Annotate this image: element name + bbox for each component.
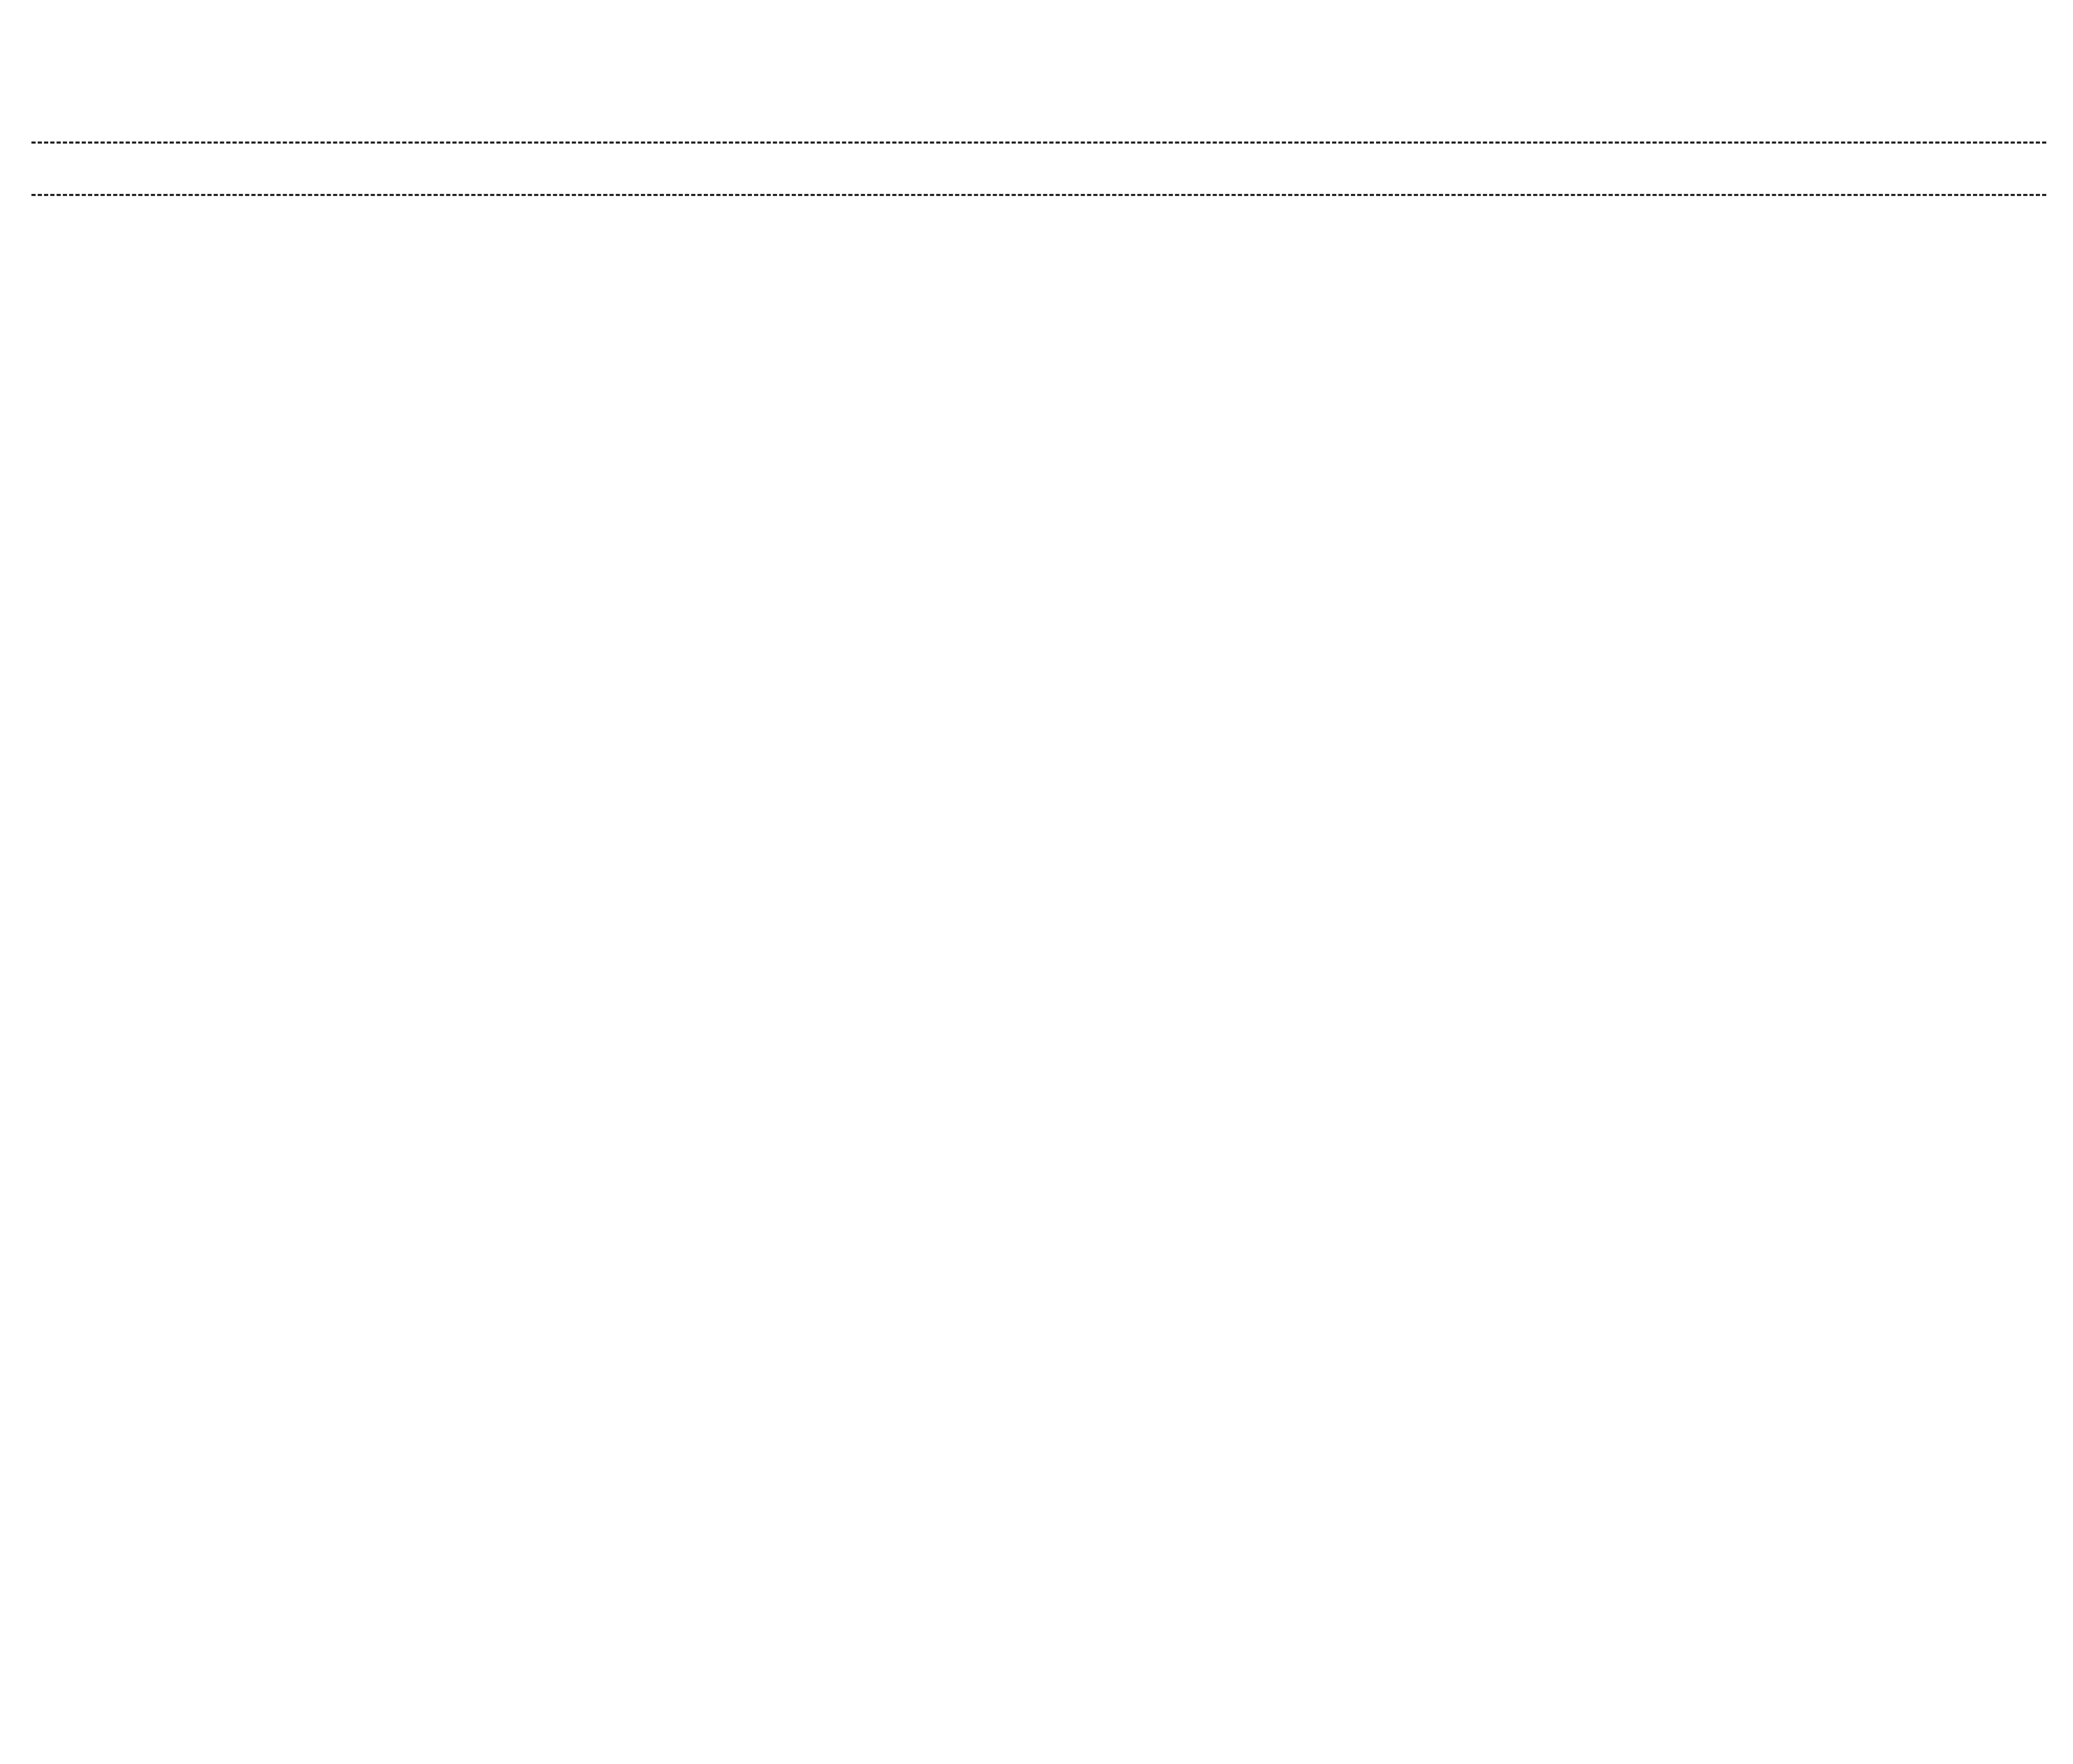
table-top-rule	[31, 141, 2046, 144]
table-header-rule	[31, 194, 2046, 196]
